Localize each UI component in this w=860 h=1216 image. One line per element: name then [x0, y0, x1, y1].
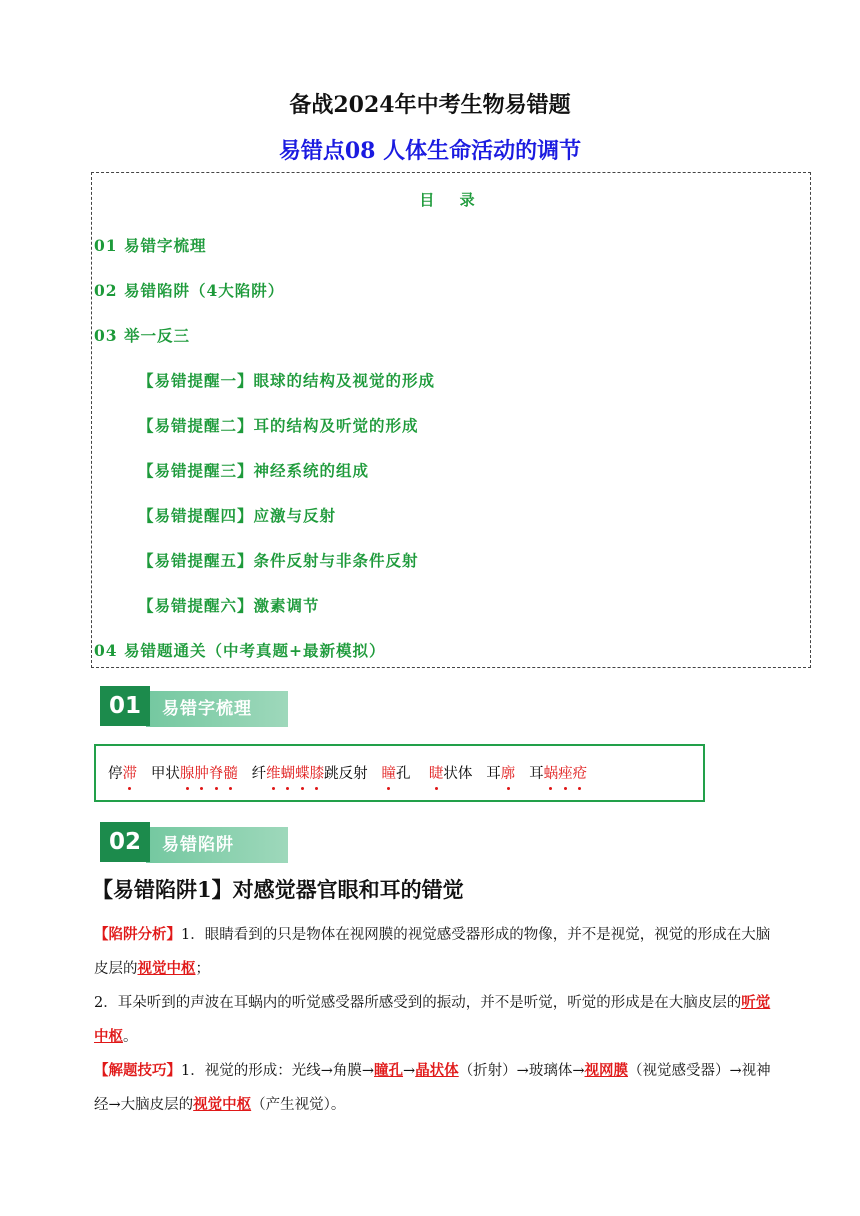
word-text: 状体 — [443, 766, 473, 782]
error-char: 膝 — [310, 762, 325, 783]
analysis-text: ； — [195, 961, 210, 977]
error-char: 疮 — [573, 762, 588, 783]
error-char: 廓 — [501, 762, 516, 783]
toc-item: 03 举一反三 — [94, 326, 190, 345]
error-char: 蝴 — [281, 762, 296, 783]
error-char: 蜗 — [544, 762, 559, 783]
toc-heading: 目 录 — [419, 191, 485, 209]
section-number: 01 — [100, 686, 150, 726]
toc-item: 【易错提醒六】激素调节 — [138, 596, 320, 615]
typo-word-box — [94, 744, 705, 802]
tips-text: （视觉感受器）→视神经→大脑皮层的 — [94, 1063, 771, 1113]
word-text: 跳反射 — [324, 766, 368, 782]
document-subtitle: 易错点08 人体生命活动的调节 — [278, 138, 582, 164]
document-title: 备战2024年中考生物易错题 — [289, 92, 571, 118]
highlight-term: 瞳孔 — [374, 1062, 404, 1079]
error-char: 脊 — [209, 762, 224, 783]
toc-item: 【易错提醒四】应激与反射 — [138, 506, 337, 525]
table-of-contents — [91, 172, 811, 668]
error-char: 髓 — [223, 762, 238, 783]
word-text: 停 — [108, 766, 123, 782]
section-banner-traps — [100, 822, 288, 862]
word-text: 耳 — [486, 766, 501, 782]
error-char: 肿 — [194, 762, 209, 783]
section-label: 易错陷阱 — [146, 827, 288, 863]
analysis-text: 1．眼睛看到的只是物体在视网膜的视觉感受器形成的物像，并不是视觉，视觉的形成在大脑皮层的 — [94, 927, 771, 977]
error-char: 睫 — [429, 762, 444, 783]
error-char: 瞳 — [381, 762, 396, 783]
word-text: 纤 — [251, 766, 267, 782]
highlight-term: 视网膜 — [584, 1062, 628, 1079]
toc-item: 02 易错陷阱（4大陷阱） — [94, 281, 285, 300]
word-text: 孔 — [395, 766, 411, 782]
trap-analysis-paragraph — [94, 918, 774, 986]
analysis-text: 。 — [123, 1029, 138, 1045]
toc-item: 【易错提醒三】神经系统的组成 — [138, 461, 370, 480]
tips-text: → — [403, 1063, 416, 1079]
section-banner-typos — [100, 686, 288, 726]
toc-item: 01 易错字梳理 — [94, 236, 207, 255]
section-label: 易错字梳理 — [146, 691, 288, 727]
word-text: 甲状 — [150, 766, 180, 782]
analysis-tag: 【陷阱分析】 — [94, 926, 181, 943]
error-char: 滞 — [123, 762, 138, 783]
tips-paragraph — [94, 1054, 774, 1122]
toc-item: 04 易错题通关（中考真题+最新模拟） — [94, 641, 386, 660]
error-char: 蝶 — [295, 762, 310, 783]
toc-item: 【易错提醒五】条件反射与非条件反射 — [138, 551, 419, 570]
trap-heading: 【易错陷阱1】对感觉器官眼和耳的错觉 — [92, 877, 464, 902]
tips-text: （产生视觉）。 — [251, 1097, 346, 1113]
highlight-term: 视觉中枢 — [193, 1096, 252, 1113]
highlight-term: 晶状体 — [415, 1062, 459, 1079]
toc-item: 【易错提醒一】眼球的结构及视觉的形成 — [138, 371, 436, 390]
word-text: 耳 — [529, 766, 544, 782]
error-char: 维 — [266, 762, 281, 783]
section-number: 02 — [100, 822, 150, 862]
highlight-term: 听觉中枢 — [94, 994, 771, 1045]
typo-word-list — [108, 762, 587, 783]
error-char: 痤 — [558, 762, 573, 783]
trap-analysis-paragraph-2 — [94, 986, 774, 1054]
error-char: 腺 — [180, 762, 195, 783]
toc-item: 【易错提醒二】耳的结构及听觉的形成 — [138, 416, 419, 435]
tips-text: （折射）→玻璃体→ — [458, 1063, 585, 1079]
analysis-text: 2．耳朵听到的声波在耳蜗内的听觉感受器所感受到的振动，并不是听觉，听觉的形成是在大脑皮层的 — [94, 995, 742, 1011]
highlight-term: 视觉中枢 — [137, 960, 196, 977]
tips-text: 1．视觉的形成：光线→角膜→ — [181, 1063, 375, 1079]
tips-tag: 【解题技巧】 — [94, 1062, 181, 1079]
